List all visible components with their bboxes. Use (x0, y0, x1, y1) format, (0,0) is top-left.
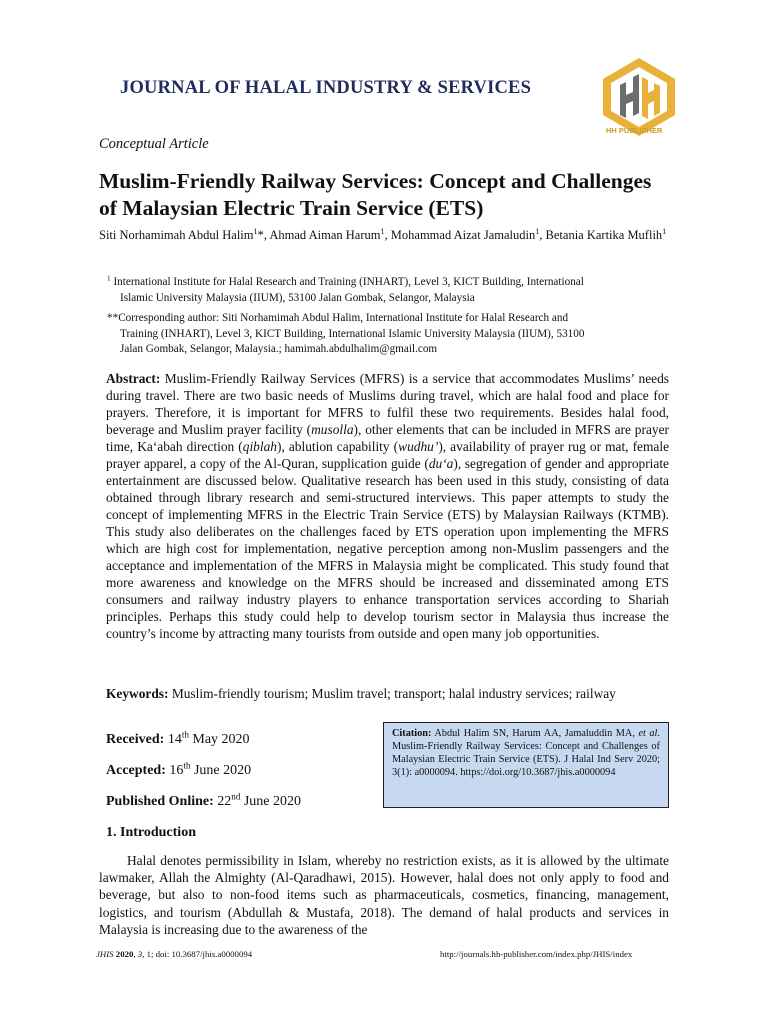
abstract-label: Abstract: (106, 371, 161, 386)
footer-journal: JHIS (96, 949, 114, 959)
affiliation-text-continued: Islamic University Malaysia (IIUM), 53100 Jalan Gombak, Selangor, Malaysia (120, 291, 475, 304)
abstract-term: musolla (311, 422, 354, 437)
abstract-text: ), availability of prayer rug or mat, female prayer apparel, a copy of the Al-Quran, supplication guide ( (106, 439, 670, 471)
footer-year: 2020 (113, 949, 134, 959)
ordinal-suffix: nd (231, 791, 241, 802)
corresponding-author (107, 311, 677, 358)
corresponding-mark: * (257, 228, 264, 242)
abstract-text: ), ablution capability ( (276, 439, 399, 454)
journal-title: JOURNAL OF HALAL INDUSTRY & SERVICES (120, 78, 532, 98)
footer-url[interactable]: http://journals.hh-publisher.com/index.php/JHIS/index (440, 949, 633, 959)
accepted-date (106, 760, 252, 779)
keywords-label: Keywords: (106, 686, 169, 701)
paper-title: Muslim-Friendly Railway Services: Concept and Challenges of Malaysian Electric Train Service (ETS) (99, 169, 652, 220)
introduction-text: Halal denotes permissibility in Islam, whereby no restriction exists, as it is allowed by the ultimate lawmaker, Allah the Almighty (Al-Qaradhawi, 2015). However, halal does not only apply to food and beverage, but also to non-food items such as pharmaceuticals, cosmetics, financing, management, logistics, and tourism (Abdullah & Mustafa, 2018). The demand of halal products and services in Malaysia is increasing due to the awareness of the (99, 853, 669, 937)
published-month-year: June 2020 (240, 794, 302, 809)
affiliation-mark: 1 (662, 226, 667, 236)
affiliation-mark: 1 (253, 226, 258, 236)
logo-caption: HH PUBLISHER (606, 126, 663, 135)
abstract-term: qiblah (242, 439, 277, 454)
author-name: , Betania Kartika Muflih (539, 228, 663, 242)
keywords (106, 684, 669, 703)
received-day: 14 (164, 732, 182, 747)
abstract-term: wudhu’ (398, 439, 439, 454)
footer-volume: , 3 (133, 949, 143, 959)
ordinal-suffix: th (181, 729, 189, 740)
footer-doi (96, 949, 252, 959)
ordinal-suffix: th (183, 760, 191, 771)
introduction-paragraph (99, 852, 669, 938)
received-month-year: May 2020 (188, 732, 250, 747)
abstract-text: Muslim-Friendly Railway Services (MFRS) is a service that accommodates Muslims’ needs during travel. There are two basic needs of Muslims during travel, which are halal food and place for prayers. Therefore, it is important for MFRS to fulfil these two requirements. Besides halal food, beverage and Muslim prayer facility ( (106, 371, 669, 437)
citation-text: . Muslim-Friendly Railway Services: Concept and Challenges of Malaysian Electric Train Service (ETS). J Halal Ind Serv 2020; 3(1): a0000094. https://doi.org/10.3687/jhis.a0000094 (392, 728, 660, 778)
citation-label: Citation: (392, 728, 432, 739)
received-date (106, 729, 250, 748)
author-list (99, 225, 679, 246)
author-name: , Ahmad Aiman Harum (263, 228, 381, 242)
keywords-text: Muslim-friendly tourism; Muslim travel; transport; halal industry services; railway (168, 686, 616, 701)
citation-box (383, 722, 669, 808)
author-name: Siti Norhamimah Abdul Halim (99, 228, 254, 242)
citation-etal: et al (638, 728, 658, 739)
received-label: Received: (106, 732, 165, 747)
published-date (106, 791, 302, 810)
footer-doi-text: , 1; doi: 10.3687/jhis.a0000094 (142, 949, 253, 959)
affiliation-number: 1 (107, 274, 111, 283)
accepted-label: Accepted: (106, 763, 166, 778)
author-name: , Mohammad Aizat Jamaludin (384, 228, 536, 242)
abstract (106, 370, 669, 642)
published-day: 22 (213, 794, 232, 809)
section-heading: 1. Introduction (106, 825, 196, 840)
corresponding-email-line: Jalan Gombak, Selangor, Malaysia.; hamimah.abdulhalim@gmail.com (120, 343, 438, 355)
corresponding-line: **Corresponding author: Siti Norhamimah Abdul Halim, International Institute for Halal Research and (107, 312, 569, 324)
abstract-term: du‘a (428, 456, 454, 471)
accepted-day: 16 (165, 763, 184, 778)
published-label: Published Online: (106, 794, 214, 809)
article-type: Conceptual Article (99, 136, 209, 152)
affiliation-mark: 1 (535, 226, 540, 236)
accepted-month-year: June 2020 (190, 763, 252, 778)
corresponding-line: Training (INHART), Level 3, KICT Building, International Islamic University Malaysia (IIUM), 53100 (120, 327, 585, 340)
abstract-text: ), other elements that can be included in MFRS are prayer time, Ka‘abah direction ( (106, 422, 669, 454)
affiliation (107, 275, 677, 306)
affiliation-mark: 1 (380, 226, 385, 236)
citation-text: Abdul Halim SN, Harum AA, Jamaluddin MA, (431, 728, 639, 739)
abstract-text: ), segregation of gender and appropriate entertainment are discussed below. Qualitative research has been used in this study, consisting of data obtained through library research and semi-structured interviews. This paper attempts to study the concept of implementing MFRS in the Electric Train Service (ETS) by Malaysian Railways (KTMB). This study also deliberates on the challenges faced by ETS operation upon implementing the MFRS which are high cost for implementation, negative perception among non-Muslim passengers and the acceptance and implementation of the MFRS in Malaysia might be complicated. This study found that more awareness and knowledge on the MFRS should be increased and disseminated among ETS consumers and railway industry players to enhance transportation services according to Shariah principles. Perhaps this study could help to develop tourism sector in Malaysia thus increase the country’s income by attracting many tourists from outside and open many job opportunities. (106, 456, 669, 641)
affiliation-text: International Institute for Halal Research and Training (INHART), Level 3, KICT Building, International (110, 276, 584, 288)
